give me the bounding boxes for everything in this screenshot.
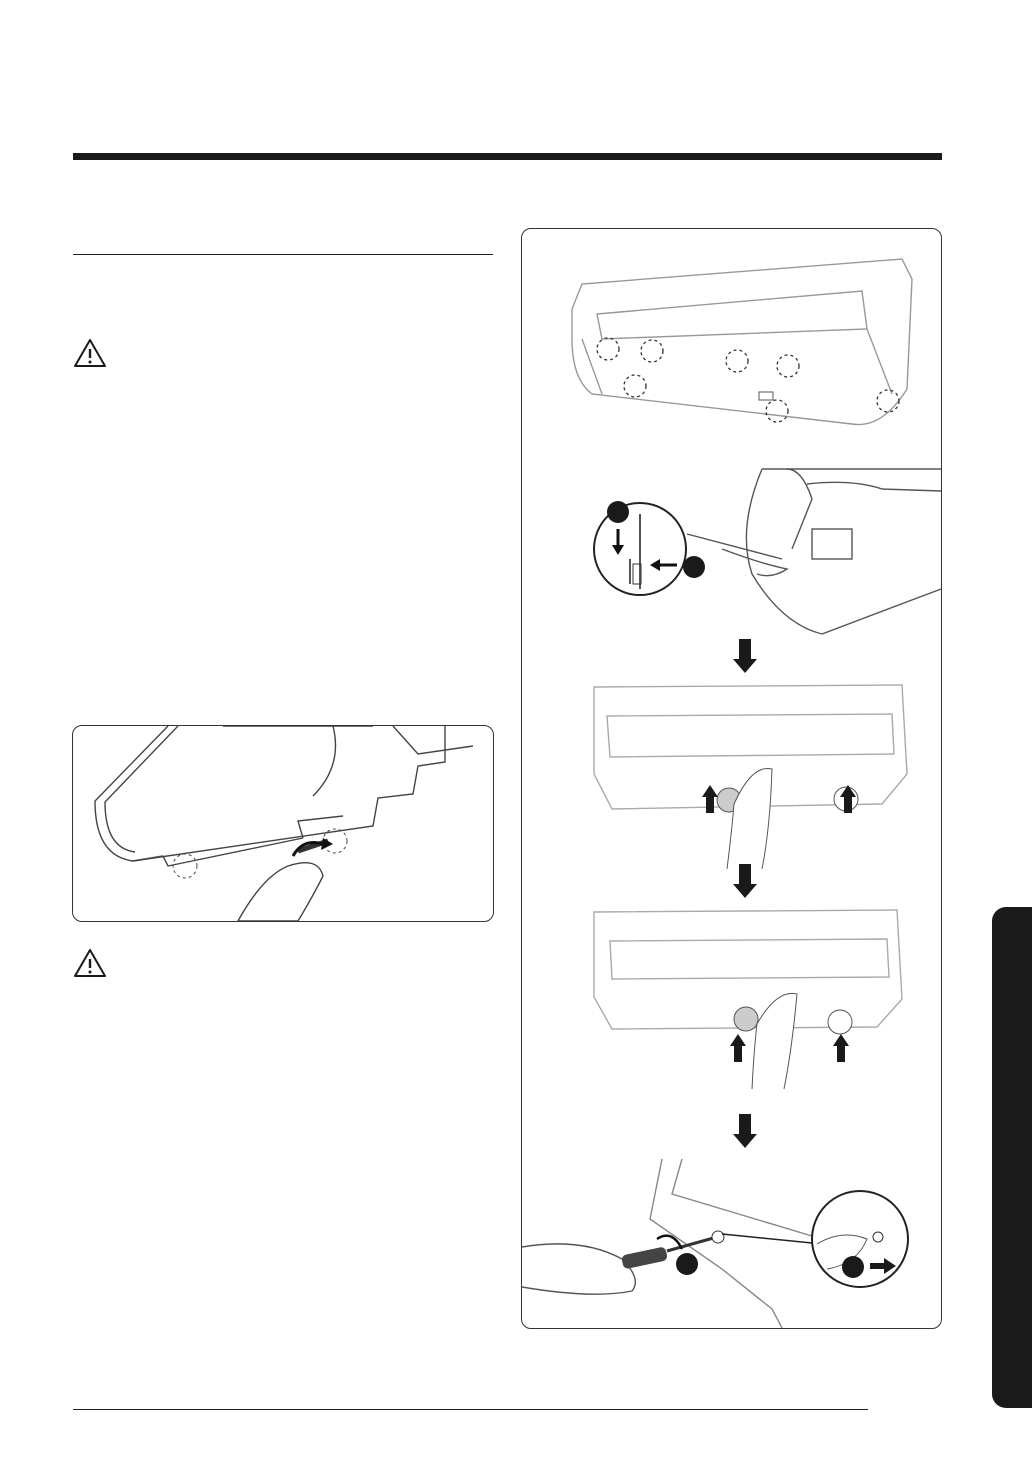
header-rule [73,153,942,160]
sequence-arrow [733,864,757,898]
section-side-tab [992,907,1032,1408]
step-open-side-cover [687,469,941,634]
figure-remove-screws [72,725,494,922]
step-badge-2 [683,556,705,578]
step-badge-1 [676,1253,698,1275]
step-unit-rear-view [572,259,912,425]
sequence-arrow [733,639,757,673]
step-badge-1 [607,501,629,523]
step-badge-2 [842,1256,864,1278]
figure-step-sequence [521,228,942,1329]
warning-triangle-icon [73,948,107,978]
sequence-arrow [733,1114,757,1148]
screw-location-markers [597,338,899,422]
footer-rule [73,1409,868,1410]
section-heading-underline [73,254,493,255]
step-remove-bracket-screw [650,1159,822,1328]
warning-triangle-icon [73,338,107,368]
